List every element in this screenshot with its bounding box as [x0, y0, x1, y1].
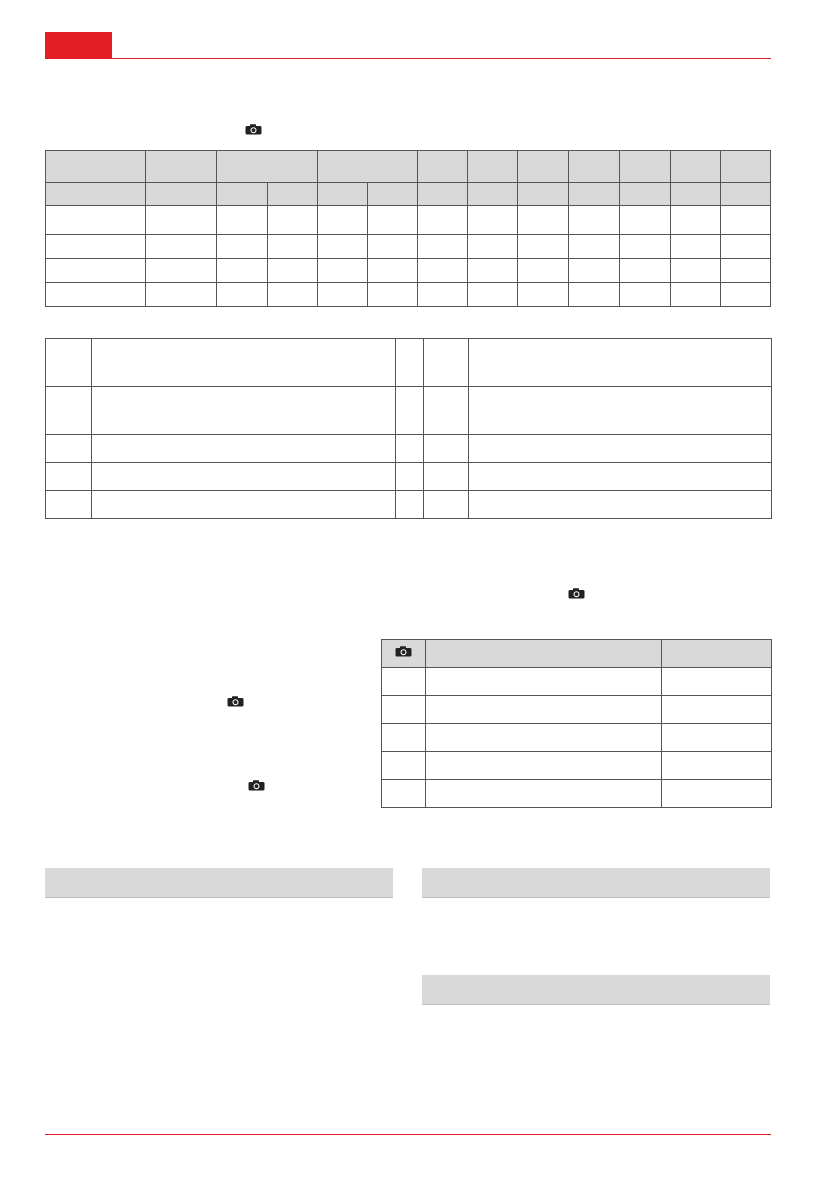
- table-cell: [92, 463, 396, 491]
- spec-header-cell: [146, 151, 217, 183]
- symbol-legend-table: [45, 338, 772, 519]
- table-cell: [469, 491, 772, 519]
- camera-icon: [568, 588, 585, 599]
- table-cell: [569, 283, 620, 307]
- spec-subheader-cell: [468, 183, 518, 206]
- spec-subheader-cell: [569, 183, 620, 206]
- table-cell: [382, 724, 426, 752]
- table-cell: [46, 259, 146, 283]
- table-cell: [469, 387, 772, 435]
- table-cell: [92, 339, 396, 387]
- table-cell: [382, 752, 426, 780]
- spec-subheader-cell: [720, 183, 770, 206]
- table-cell: [468, 235, 518, 259]
- table-cell: [46, 387, 92, 435]
- table-cell: [46, 283, 146, 307]
- table-cell: [620, 235, 670, 259]
- table-cell: [720, 259, 770, 283]
- spec-header-cell: [217, 151, 317, 183]
- footer-rule: [45, 1134, 771, 1135]
- table-row: [46, 283, 771, 307]
- table-cell: [382, 668, 426, 696]
- table-cell: [469, 435, 772, 463]
- table-cell: [468, 283, 518, 307]
- table-cell: [417, 283, 467, 307]
- table-cell: [720, 283, 770, 307]
- table-cell: [518, 259, 569, 283]
- spec-header-cell: [46, 151, 146, 183]
- table-row: [382, 780, 772, 808]
- table-cell: [146, 283, 217, 307]
- spec-header-cell: [720, 151, 770, 183]
- table-row: [46, 387, 772, 435]
- table-cell: [424, 491, 469, 519]
- table-cell: [662, 696, 772, 724]
- table-cell: [46, 235, 146, 259]
- parts-header-row: [382, 640, 772, 668]
- table-cell: [426, 668, 662, 696]
- spec-header-row-2: [46, 183, 771, 206]
- spec-subheader-cell: [317, 183, 367, 206]
- spec-subheader-cell: [46, 183, 146, 206]
- table-cell: [426, 752, 662, 780]
- table-cell: [424, 339, 469, 387]
- table-cell: [267, 259, 317, 283]
- table-cell: [217, 206, 267, 235]
- spec-subheader-cell: [417, 183, 467, 206]
- spec-subheader-cell: [267, 183, 317, 206]
- table-cell: [46, 435, 92, 463]
- table-cell: [424, 435, 469, 463]
- table-cell: [468, 206, 518, 235]
- table-cell: [367, 283, 417, 307]
- table-row: [46, 235, 771, 259]
- section-heading-bar: [422, 868, 770, 898]
- table-cell: [469, 339, 772, 387]
- table-cell: [46, 463, 92, 491]
- table-cell: [417, 259, 467, 283]
- table-cell: [46, 339, 92, 387]
- table-cell: [396, 463, 424, 491]
- spec-subheader-cell: [367, 183, 417, 206]
- spec-subheader-cell: [146, 183, 217, 206]
- spec-header-cell: [569, 151, 620, 183]
- table-cell: [317, 259, 367, 283]
- table-cell: [217, 235, 267, 259]
- table-cell: [396, 387, 424, 435]
- table-cell: [424, 463, 469, 491]
- spec-subheader-cell: [518, 183, 569, 206]
- table-cell: [417, 235, 467, 259]
- table-cell: [92, 435, 396, 463]
- table-row: [46, 259, 771, 283]
- parts-header-icon-cell: [382, 640, 426, 668]
- table-cell: [267, 206, 317, 235]
- table-row: [46, 491, 772, 519]
- section-heading-bar: [45, 868, 393, 898]
- table-cell: [569, 206, 620, 235]
- header-rule: [45, 58, 771, 59]
- table-cell: [267, 235, 317, 259]
- table-cell: [426, 724, 662, 752]
- table-row: [46, 435, 772, 463]
- table-cell: [146, 206, 217, 235]
- table-row: [46, 463, 772, 491]
- table-cell: [382, 696, 426, 724]
- table-row: [382, 668, 772, 696]
- table-cell: [46, 206, 146, 235]
- spec-header-cell: [317, 151, 417, 183]
- table-cell: [468, 259, 518, 283]
- table-row: [382, 752, 772, 780]
- spec-header-row-1: [46, 151, 771, 183]
- table-cell: [620, 259, 670, 283]
- table-cell: [662, 668, 772, 696]
- table-cell: [46, 491, 92, 519]
- table-cell: [367, 235, 417, 259]
- table-cell: [569, 259, 620, 283]
- table-cell: [317, 283, 367, 307]
- table-cell: [662, 752, 772, 780]
- table-cell: [518, 283, 569, 307]
- table-cell: [620, 283, 670, 307]
- table-cell: [720, 235, 770, 259]
- spec-header-cell: [417, 151, 467, 183]
- specification-table: [45, 150, 771, 307]
- language-tab: [45, 32, 112, 59]
- spec-header-cell: [670, 151, 720, 183]
- table-row: [46, 206, 771, 235]
- table-cell: [417, 206, 467, 235]
- table-cell: [424, 387, 469, 435]
- table-cell: [662, 724, 772, 752]
- table-cell: [518, 206, 569, 235]
- parts-header-cell: [662, 640, 772, 668]
- table-cell: [146, 259, 217, 283]
- table-cell: [396, 339, 424, 387]
- table-cell: [217, 259, 267, 283]
- table-cell: [92, 491, 396, 519]
- table-cell: [620, 206, 670, 235]
- camera-icon: [248, 780, 265, 791]
- table-cell: [396, 491, 424, 519]
- camera-icon: [227, 696, 244, 707]
- table-cell: [146, 235, 217, 259]
- table-cell: [426, 780, 662, 808]
- table-cell: [670, 206, 720, 235]
- table-cell: [217, 283, 267, 307]
- table-row: [382, 724, 772, 752]
- table-cell: [426, 696, 662, 724]
- spec-header-cell: [620, 151, 670, 183]
- spec-subheader-cell: [670, 183, 720, 206]
- section-heading-bar: [422, 975, 770, 1005]
- table-cell: [317, 235, 367, 259]
- table-cell: [367, 259, 417, 283]
- table-row: [382, 696, 772, 724]
- table-cell: [92, 387, 396, 435]
- camera-icon: [245, 124, 262, 135]
- table-cell: [670, 235, 720, 259]
- table-cell: [662, 780, 772, 808]
- spec-header-cell: [468, 151, 518, 183]
- spec-subheader-cell: [620, 183, 670, 206]
- parts-table: [381, 639, 772, 808]
- spec-subheader-cell: [217, 183, 267, 206]
- parts-header-cell: [426, 640, 662, 668]
- camera-icon: [395, 644, 412, 662]
- table-cell: [670, 259, 720, 283]
- table-cell: [382, 780, 426, 808]
- spec-header-cell: [518, 151, 569, 183]
- table-cell: [518, 235, 569, 259]
- table-cell: [720, 206, 770, 235]
- table-cell: [569, 235, 620, 259]
- table-cell: [367, 206, 417, 235]
- table-cell: [317, 206, 367, 235]
- table-cell: [670, 283, 720, 307]
- table-row: [46, 339, 772, 387]
- table-cell: [267, 283, 317, 307]
- table-cell: [396, 435, 424, 463]
- table-cell: [469, 463, 772, 491]
